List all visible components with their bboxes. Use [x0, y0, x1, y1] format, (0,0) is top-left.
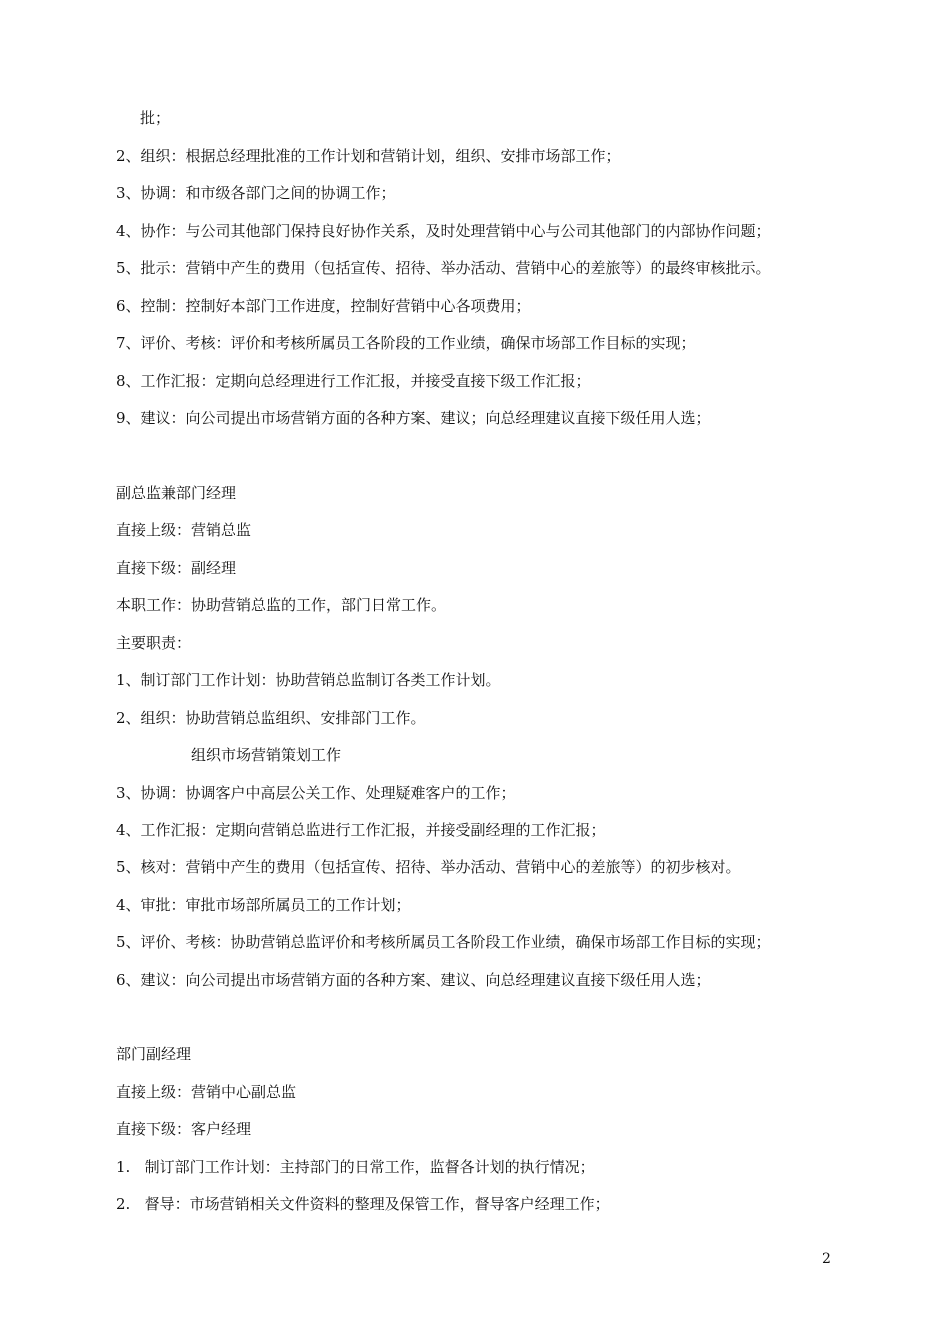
duty-item: 4、协作：与公司其他部门保持良好协作关系，及时处理营销中心与公司其他部门的内部协作问题； — [116, 222, 771, 240]
duty-item: 8、工作汇报：定期向总经理进行工作汇报，并接受直接下级工作汇报； — [116, 372, 591, 390]
continuation-text: 批； — [140, 109, 171, 127]
direct-subordinate: 直接下级：客户经理 — [116, 1120, 252, 1138]
duty-item: 3、协调：协调客户中高层公关工作、处理疑难客户的工作； — [116, 784, 516, 802]
duty-item: 9、建议：向公司提出市场营销方面的各种方案、建议；向总经理建议直接下级任用人选； — [116, 409, 711, 427]
duty-item: 6、建议：向公司提出市场营销方面的各种方案、建议、向总经理建议直接下级任用人选； — [116, 971, 711, 989]
duty-item: 6、控制：控制好本部门工作进度，控制好营销中心各项费用； — [116, 297, 531, 315]
job-description: 本职工作：协助营销总监的工作，部门日常工作。 — [116, 596, 447, 614]
duty-item: 4、审批：审批市场部所属员工的工作计划； — [116, 896, 411, 914]
duty-item: 5、批示：营销中产生的费用（包括宣传、招待、举办活动、营销中心的差旅等）的最终审核批示。 — [116, 259, 771, 277]
section-title: 副总监兼部门经理 — [116, 484, 237, 502]
direct-superior: 直接上级：营销总监 — [116, 521, 252, 539]
duty-item: 1. 制订部门工作计划：主持部门的日常工作，监督各计划的执行情况； — [116, 1158, 595, 1176]
section-title: 部门副经理 — [116, 1045, 192, 1063]
duty-item: 3、协调：和市级各部门之间的协调工作； — [116, 184, 396, 202]
duty-item: 2. 督导：市场营销相关文件资料的整理及保管工作，督导客户经理工作； — [116, 1195, 610, 1213]
duty-item: 1、制订部门工作计划：协助营销总监制订各类工作计划。 — [116, 671, 501, 689]
duty-item: 2、组织：协助营销总监组织、安排部门工作。 — [116, 709, 426, 727]
direct-superior: 直接上级：营销中心副总监 — [116, 1083, 297, 1101]
duty-item: 5、评价、考核：协助营销总监评价和考核所属员工各阶段工作业绩，确保市场部工作目标的实现； — [116, 933, 771, 951]
duty-item-continuation: 组织市场营销策划工作 — [191, 746, 342, 764]
page-number: 2 — [822, 1251, 831, 1267]
duty-item: 5、核对：营销中产生的费用（包括宣传、招待、举办活动、营销中心的差旅等）的初步核对。 — [116, 858, 741, 876]
duties-heading: 主要职责： — [116, 634, 192, 652]
duty-item: 7、评价、考核：评价和考核所属员工各阶段的工作业绩，确保市场部工作目标的实现； — [116, 334, 696, 352]
duty-item: 4、工作汇报：定期向营销总监进行工作汇报，并接受副经理的工作汇报； — [116, 821, 606, 839]
direct-subordinate: 直接下级：副经理 — [116, 559, 237, 577]
duty-item: 2、组织：根据总经理批准的工作计划和营销计划，组织、安排市场部工作； — [116, 147, 621, 165]
